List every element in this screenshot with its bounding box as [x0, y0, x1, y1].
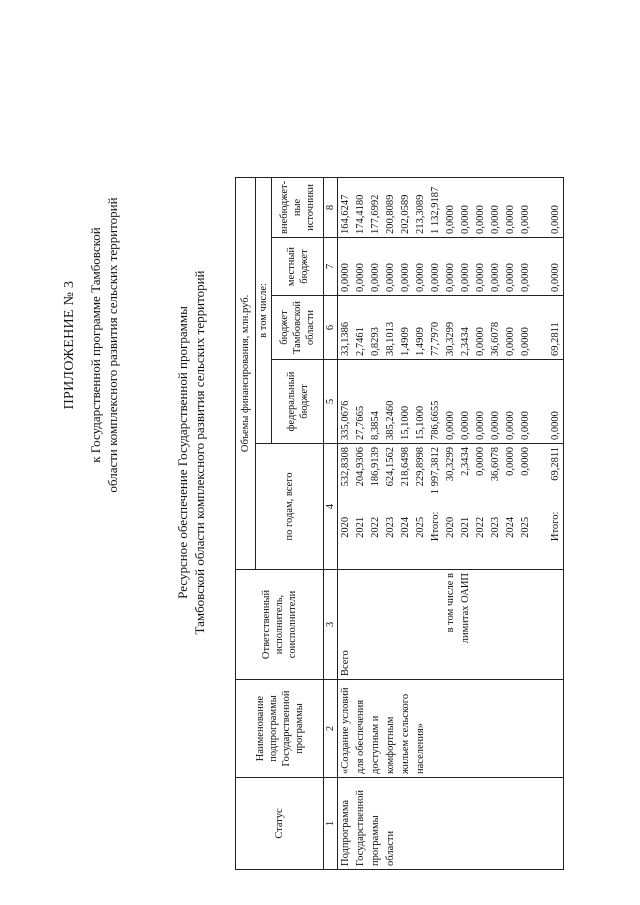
- extra-value: 164,6247: [340, 194, 351, 234]
- total-value: 0,0000: [505, 447, 516, 476]
- appendix-subtitle-line2: области комплексного развития сельских территорий: [105, 197, 120, 493]
- header-extrabudgetary: внебюджет-ные источники: [272, 177, 324, 237]
- header-by-year-total: по годам, всего: [256, 444, 324, 570]
- header-regional-budget: бюджет Тамбовской области: [272, 296, 324, 360]
- federal-value: 0,0000: [490, 411, 501, 440]
- federal-value: 0,0000: [460, 411, 471, 440]
- federal-value: 15,1000: [415, 405, 426, 440]
- total-value: 186,9139: [370, 447, 381, 487]
- total-value: 532,8308: [340, 447, 351, 487]
- year-label: 2021: [460, 516, 471, 538]
- total-value: 204,9306: [355, 447, 366, 487]
- regional-value: 38,1013: [385, 321, 396, 356]
- subprogram-name-cell: [338, 680, 564, 778]
- year-label: 2020: [340, 516, 351, 538]
- total-value: 229,8998: [415, 447, 426, 487]
- local-value: 0,0000: [340, 263, 351, 292]
- regional-value: 0,0000: [505, 327, 516, 356]
- table-row: [338, 177, 564, 869]
- oaip-label-line: лимитах ОАИП: [460, 573, 471, 644]
- subprogram-name-line: «Создание условий: [340, 687, 351, 774]
- local-value: 0,0000: [430, 263, 441, 292]
- extra-value: 0,0000: [445, 205, 456, 234]
- col-number: 2: [324, 680, 338, 778]
- col-number: 5: [324, 360, 338, 444]
- extra-value: 0,0000: [460, 205, 471, 234]
- col-number: 1: [324, 778, 338, 870]
- extrabudgetary-cell: [338, 177, 564, 237]
- appendix-subtitle-line1: к Государственной программе Тамбовской: [88, 227, 103, 463]
- header-federal-budget: федеральный бюджет: [272, 360, 324, 444]
- extra-value: 0,0000: [490, 205, 501, 234]
- regional-value: 1,4909: [400, 327, 411, 356]
- status-text-line: Подпрограмма: [340, 799, 351, 866]
- regional-cell: [338, 296, 564, 360]
- extra-value: 1 132,9187: [430, 186, 441, 234]
- federal-value: 0,0000: [520, 411, 531, 440]
- local-value: 0,0000: [460, 263, 471, 292]
- extra-value: 174,4180: [355, 194, 366, 234]
- local-value: 0,0000: [505, 263, 516, 292]
- federal-value: 0,0000: [550, 411, 561, 440]
- year-label: 2022: [370, 516, 381, 538]
- year-label: 2024: [505, 516, 516, 538]
- federal-value: 8,3854: [370, 411, 381, 440]
- extra-value: 177,6992: [370, 194, 381, 234]
- regional-value: 36,6078: [490, 321, 501, 356]
- federal-cell: [338, 360, 564, 444]
- federal-value: 0,0000: [445, 411, 456, 440]
- col-number: 6: [324, 296, 338, 360]
- year-label: 2020: [445, 516, 456, 538]
- header-local-budget: местный бюджет: [272, 238, 324, 296]
- federal-value: 786,6655: [430, 400, 441, 440]
- federal-value: 385,2460: [385, 400, 396, 440]
- subprogram-name-line: жильем сельского: [400, 693, 411, 774]
- total-value: 2,3434: [460, 447, 471, 476]
- federal-value: 15,1000: [400, 405, 411, 440]
- total-value: 0,0000: [520, 447, 531, 476]
- total-value: 36,6078: [490, 447, 501, 482]
- document-title-line1: Ресурсное обеспечение Государственной программы: [175, 306, 190, 599]
- col-number: 3: [324, 570, 338, 680]
- itogo-label: Итого:: [550, 511, 561, 542]
- col-number: 7: [324, 238, 338, 296]
- executor-cell: [338, 570, 564, 680]
- total-value: 624,1562: [385, 447, 396, 487]
- regional-value: 0,8293: [370, 327, 381, 356]
- local-value: 0,0000: [415, 263, 426, 292]
- local-value: 0,0000: [550, 263, 561, 292]
- status-text-line: Государственной: [355, 790, 366, 866]
- local-cell: [338, 238, 564, 296]
- total-value: 1 997,3812: [430, 447, 441, 495]
- federal-value: 0,0000: [505, 411, 516, 440]
- extra-value: 0,0000: [475, 205, 486, 234]
- year-label: 2021: [355, 516, 366, 538]
- extra-value: 202,0589: [400, 194, 411, 234]
- year-label: 2024: [400, 516, 411, 538]
- executor-total-label: Всего: [340, 650, 351, 676]
- local-value: 0,0000: [490, 263, 501, 292]
- years-total-cell: [338, 444, 564, 570]
- local-value: 0,0000: [400, 263, 411, 292]
- total-value: 218,6498: [400, 447, 411, 487]
- itogo-label: Итого:: [430, 511, 441, 542]
- header-executor: Ответственный исполнитель, соисполнители: [236, 570, 324, 680]
- status-text-line: программы: [370, 815, 381, 866]
- local-value: 0,0000: [385, 263, 396, 292]
- col-number: 8: [324, 177, 338, 237]
- col-number: 4: [324, 444, 338, 570]
- year-label: 2025: [415, 516, 426, 538]
- appendix-title: ПРИЛОЖЕНИЕ № 3: [62, 280, 77, 410]
- document-title-line2: Тамбовской области комплексного развития сельских территорий: [192, 270, 207, 635]
- extra-value: 0,0000: [505, 205, 516, 234]
- regional-value: 69,2811: [550, 322, 561, 356]
- local-value: 0,0000: [475, 263, 486, 292]
- header-status: Статус: [236, 778, 324, 870]
- local-value: 0,0000: [445, 263, 456, 292]
- regional-value: 77,7970: [430, 321, 441, 356]
- local-value: 0,0000: [520, 263, 531, 292]
- regional-value: 33,1386: [340, 321, 351, 356]
- federal-value: 0,0000: [475, 411, 486, 440]
- subprogram-name-line: населения»: [415, 723, 426, 774]
- extra-value: 0,0000: [550, 205, 561, 234]
- total-value: 30,3299: [445, 447, 456, 482]
- year-label: 2023: [385, 516, 396, 538]
- federal-value: 27,7665: [355, 405, 366, 440]
- regional-value: 1,4909: [415, 327, 426, 356]
- regional-value: 0,0000: [520, 327, 531, 356]
- year-label: 2025: [520, 516, 531, 538]
- status-cell: [338, 778, 564, 870]
- local-value: 0,0000: [370, 263, 381, 292]
- resources-table: [235, 177, 564, 870]
- local-value: 0,0000: [355, 263, 366, 292]
- total-value: 69,2811: [550, 447, 561, 481]
- regional-value: 0,0000: [475, 327, 486, 356]
- header-subprogram-name: Наименование подпрограммы Государственной программы: [236, 680, 324, 778]
- federal-value: 335,0676: [340, 400, 351, 440]
- subprogram-name-line: для обеспечения: [355, 699, 366, 774]
- oaip-label-line: в том числе в: [445, 573, 456, 633]
- regional-value: 30,3299: [445, 321, 456, 356]
- total-value: 0,0000: [475, 447, 486, 476]
- regional-value: 2,7461: [355, 327, 366, 356]
- header-including: в том числе:: [256, 177, 272, 443]
- status-text-line: области: [385, 830, 396, 866]
- extra-value: 0,0000: [520, 205, 531, 234]
- header-funding: Объемы финансирования, млн.руб.: [236, 177, 256, 569]
- extra-value: 200,8089: [385, 194, 396, 234]
- subprogram-name-line: комфортным: [385, 716, 396, 774]
- year-label: 2022: [475, 516, 486, 538]
- year-label: 2023: [490, 516, 501, 538]
- extra-value: 213,3089: [415, 194, 426, 234]
- subprogram-name-line: доступным и: [370, 715, 381, 774]
- regional-value: 2,3434: [460, 327, 471, 356]
